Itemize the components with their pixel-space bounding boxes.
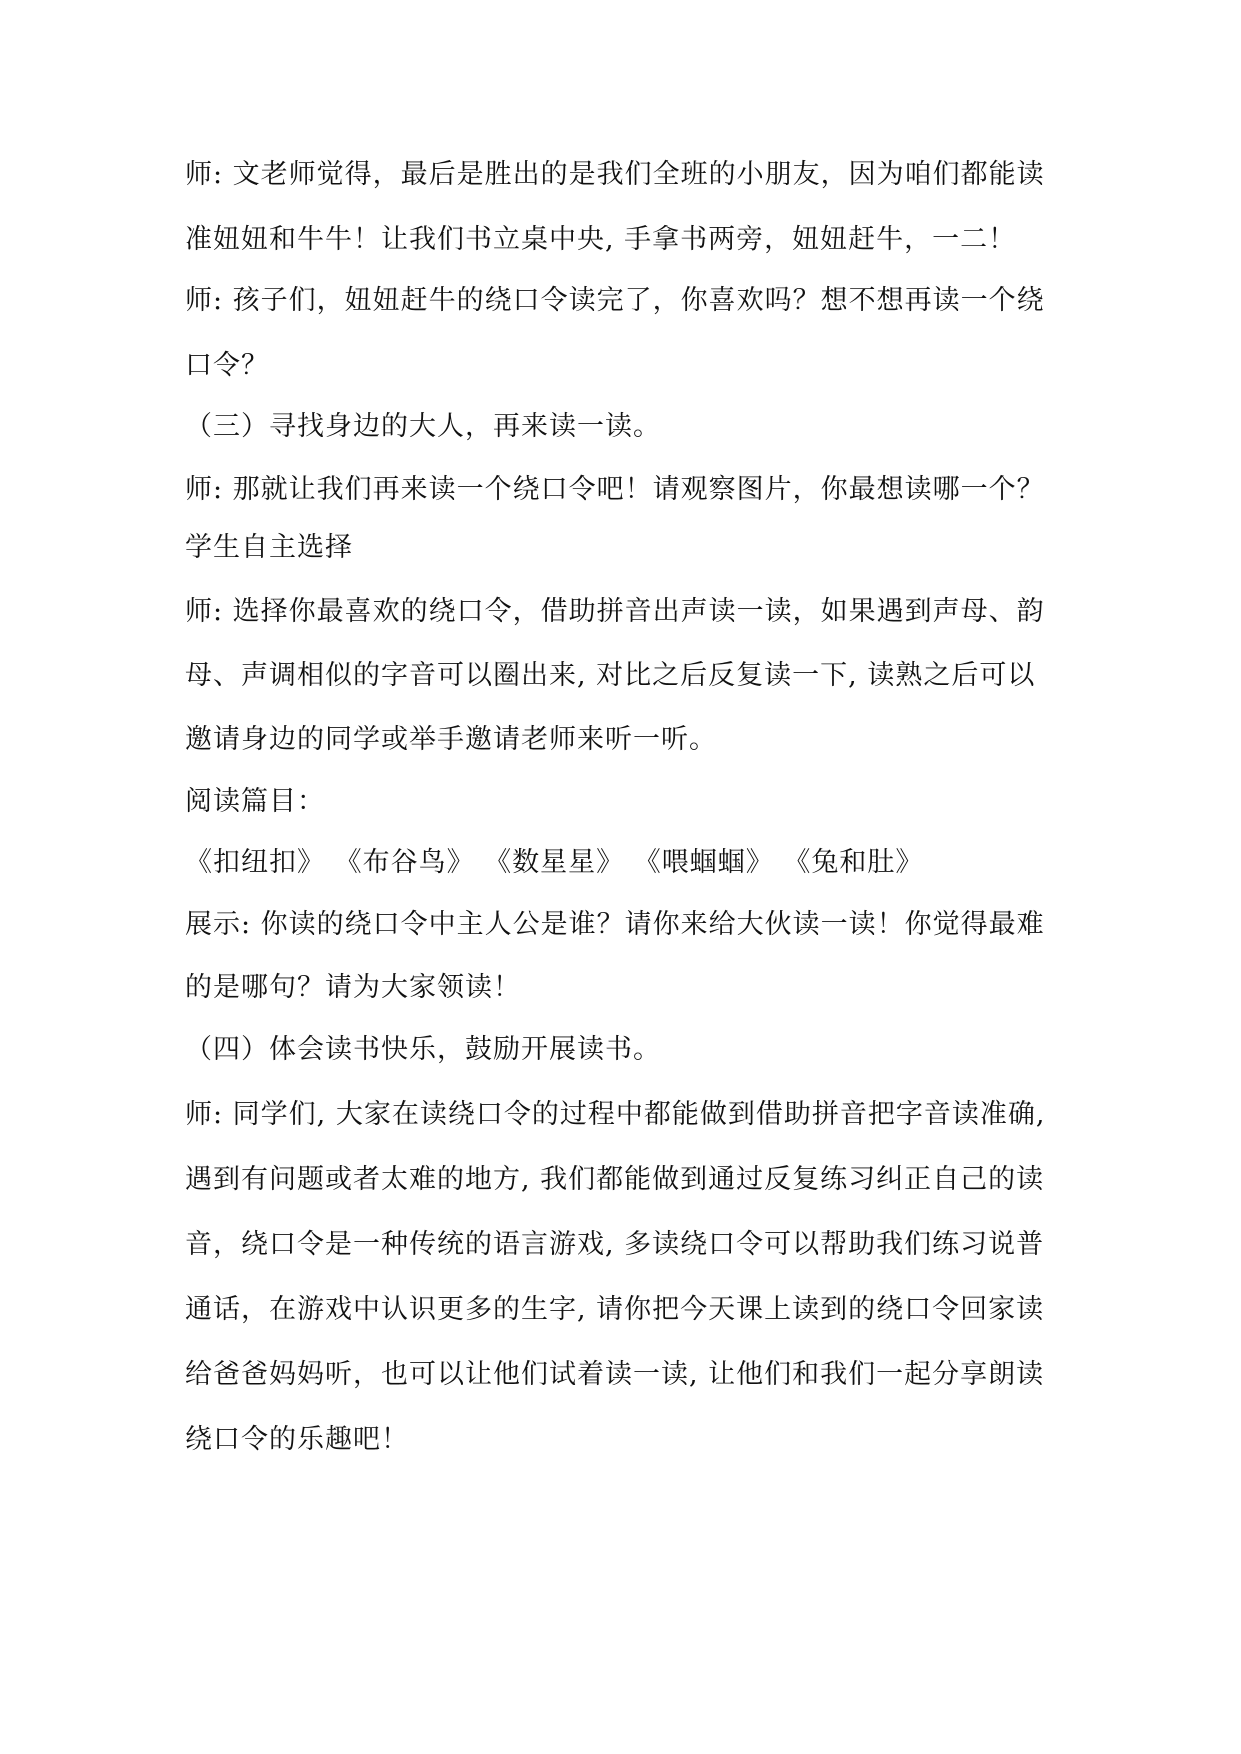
paragraph-line: 展示: 你读的绕口令中主人公是谁？请你来给大伙读一读！你觉得最难 xyxy=(185,909,1045,940)
paragraph-line: 母、声调相似的字音可以圈出来, 对比之后反复读一下, 读熟之后可以 xyxy=(185,660,1036,691)
section-heading: （四）体会读书快乐，鼓励开展读书。 xyxy=(185,1034,661,1065)
reading-list: 《扣纽扣》 《布谷鸟》 《数星星》 《喂蝈蝈》 《兔和肚》 xyxy=(185,847,924,878)
paragraph-line: 师: 那就让我们再来读一个绕口令吧！请观察图片，你最想读哪一个？ xyxy=(185,474,1045,505)
paragraph-line: 师: 同学们, 大家在读绕口令的过程中都能做到借助拼音把字音读准确, xyxy=(185,1099,1046,1130)
document-body xyxy=(185,156,1075,1459)
paragraph-line: 遇到有问题或者太难的地方, 我们都能做到通过反复练习纠正自己的读 xyxy=(185,1164,1045,1195)
paragraph-line: 通话，在游戏中认识更多的生字, 请你把今天课上读到的绕口令回家读 xyxy=(185,1294,1045,1325)
paragraph-line: 准妞妞和牛牛！让我们书立桌中央, 手拿书两旁，妞妞赶牛，一二！ xyxy=(185,224,1017,255)
paragraph-line: 学生自主选择 xyxy=(185,532,353,563)
paragraph-line: 音，绕口令是一种传统的语言游戏, 多读绕口令可以帮助我们练习说普 xyxy=(185,1229,1045,1260)
section-heading: （三）寻找身边的大人，再来读一读。 xyxy=(185,411,661,442)
reading-list-label: 阅读篇目： xyxy=(185,786,325,817)
paragraph-line: 的是哪句？请为大家领读！ xyxy=(185,972,521,1003)
paragraph-line: 师: 孩子们，妞妞赶牛的绕口令读完了，你喜欢吗？想不想再读一个绕 xyxy=(185,285,1045,316)
paragraph-line: 邀请身边的同学或举手邀请老师来听一听。 xyxy=(185,724,717,755)
paragraph-line: 口令？ xyxy=(185,350,269,381)
paragraph-line: 给爸爸妈妈听，也可以让他们试着读一读, 让他们和我们一起分享朗读 xyxy=(185,1359,1045,1390)
paragraph-line: 绕口令的乐趣吧！ xyxy=(185,1424,409,1455)
paragraph-line: 师: 文老师觉得，最后是胜出的是我们全班的小朋友，因为咱们都能读 xyxy=(185,159,1045,190)
paragraph-line: 师: 选择你最喜欢的绕口令，借助拼音出声读一读，如果遇到声母、韵 xyxy=(185,596,1045,627)
